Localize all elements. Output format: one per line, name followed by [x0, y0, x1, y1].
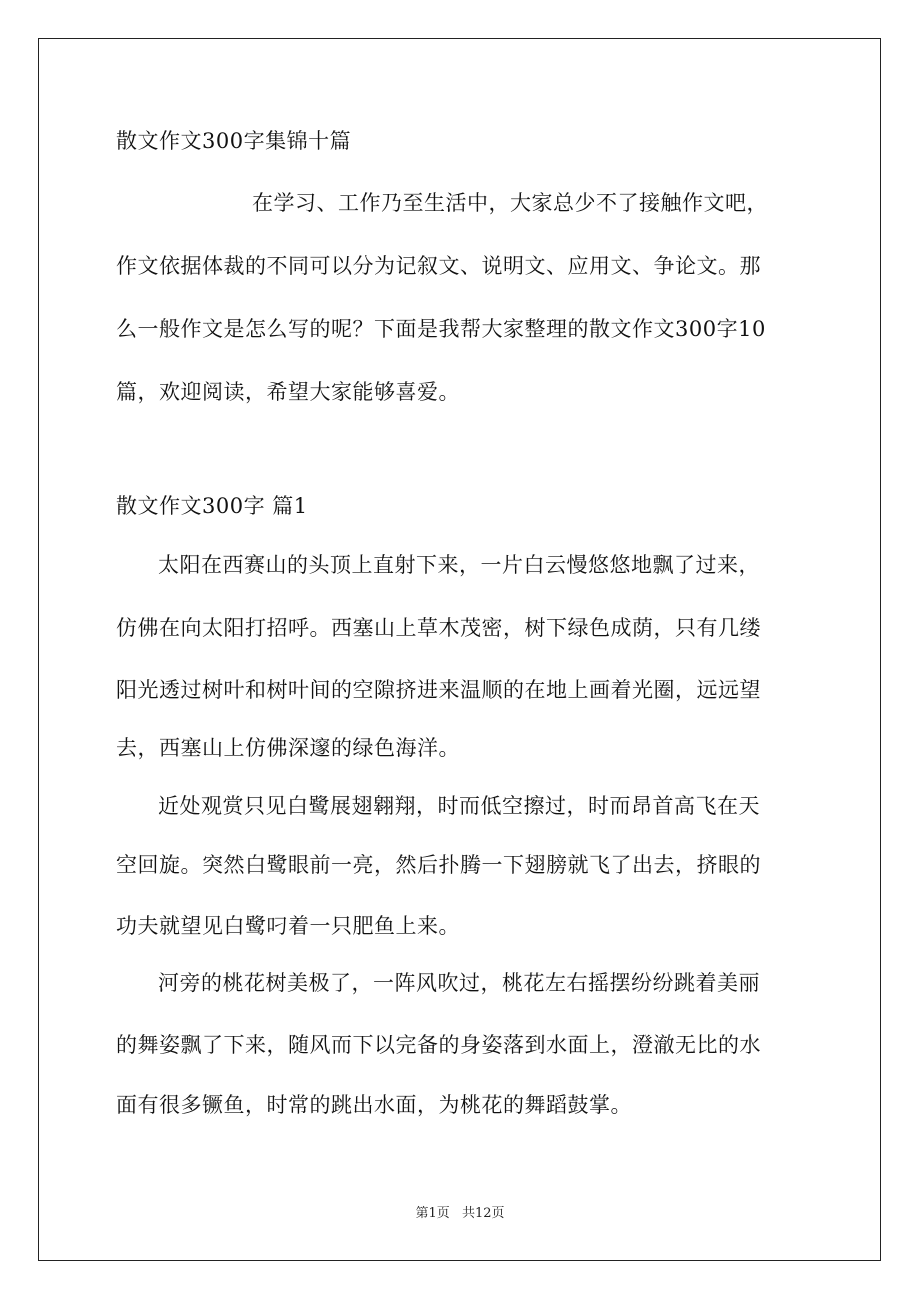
document-title: 散文作文300字集锦十篇 [116, 129, 352, 153]
section-heading: 散文作文300字 篇1 [116, 494, 308, 518]
page-total: 共12页 [461, 1206, 505, 1221]
paragraph2-line-1: 近处观赏只见白鹭展翅翱翔，时而低空擦过，时而昂首高飞在天 [158, 794, 760, 818]
page-border [38, 38, 881, 1261]
paragraph2-line-3: 功夫就望见白鹭叼着一只肥鱼上来。 [116, 914, 460, 938]
intro-line-4: 篇，欢迎阅读，希望大家能够喜爱。 [116, 380, 460, 404]
intro-line-2: 作文依据体裁的不同可以分为记叙文、说明文、应用文、争论文。那 [116, 254, 761, 278]
paragraph1-line-2: 仿佛在向太阳打招呼。西塞山上草木茂密，树下绿色成荫，只有几缕 [116, 616, 761, 640]
intro-line-3: 么一般作文是怎么写的呢？下面是我帮大家整理的散文作文300字10 [116, 317, 766, 341]
page-footer [0, 1205, 920, 1223]
paragraph2-line-2: 空回旋。突然白鹭眼前一亮，然后扑腾一下翅膀就飞了出去，挤眼的 [116, 853, 761, 877]
intro-line-1: 在学习、工作乃至生活中，大家总少不了接触作文吧， [252, 191, 768, 215]
paragraph3-line-1: 河旁的桃花树美极了，一阵风吹过，桃花左右摇摆纷纷跳着美丽 [158, 971, 760, 995]
paragraph1-line-4: 去，西塞山上仿佛深邃的绿色海洋。 [116, 736, 460, 760]
paragraph1-line-3: 阳光透过树叶和树叶间的空隙挤进来温顺的在地上画着光圈，远远望 [116, 678, 761, 702]
paragraph3-line-3: 面有很多镢鱼，时常的跳出水面，为桃花的舞蹈鼓掌。 [116, 1093, 632, 1117]
paragraph3-line-2: 的舞姿飘了下来，随风而下以完备的身姿落到水面上，澄澈无比的水 [116, 1033, 761, 1057]
paragraph1-line-1: 太阳在西赛山的头顶上直射下来，一片白云慢悠悠地飘了过来， [158, 553, 760, 577]
page-number: 第1页 [415, 1206, 450, 1221]
